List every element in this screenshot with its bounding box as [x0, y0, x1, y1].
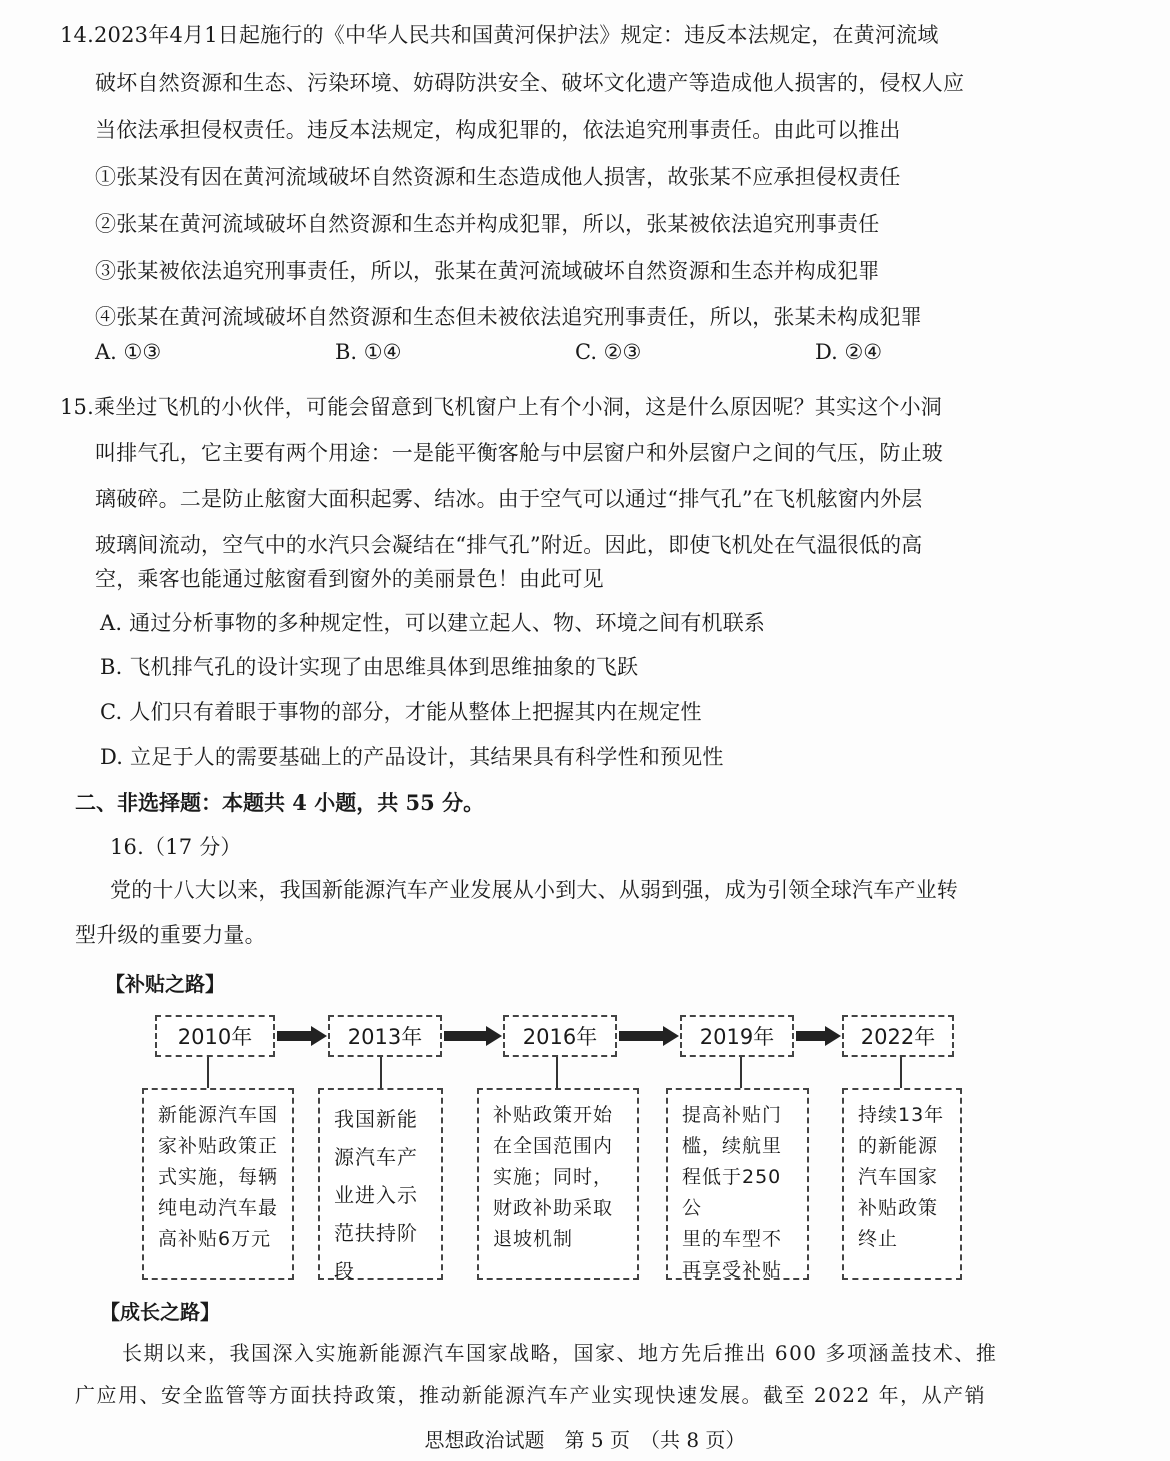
- q15-option-c: C. 人们只有着眼于事物的部分，才能从整体上把握其内在规定性: [100, 700, 702, 724]
- q14-statement-2: ②张某在黄河流域破坏自然资源和生态并构成犯罪，所以，张某被依法追究刑事责任: [95, 212, 880, 236]
- timeline-year-2013: 2013年: [328, 1015, 442, 1057]
- q14-statement-4: ④张某在黄河流域破坏自然资源和生态但未被依法追究刑事责任，所以，张某未构成犯罪: [95, 305, 922, 329]
- timeline-year-2022: 2022年: [842, 1015, 954, 1057]
- q14-option-c: C. ②③: [575, 340, 642, 364]
- q15-stem-line-2: 叫排气孔，它主要有两个用途：一是能平衡客舱与中层窗户和外层窗户之间的气压，防止玻: [95, 441, 943, 465]
- q15-option-b: B. 飞机排气孔的设计实现了由思维具体到思维抽象的飞跃: [100, 655, 639, 679]
- timeline-arrow-3: [619, 1026, 679, 1046]
- timeline-desc-2013: 我国新能 源汽车产 业进入示 范扶持阶 段: [318, 1088, 443, 1280]
- timeline-year-2010: 2010年: [155, 1015, 275, 1057]
- q14-stem-line-3: 当依法承担侵权责任。违反本法规定，构成犯罪的，依法追究刑事责任。由此可以推出: [95, 118, 901, 142]
- connector-2013: [380, 1057, 382, 1088]
- q14-statement-1: ①张某没有因在黄河流域破坏自然资源和生态造成他人损害，故张某不应承担侵权责任: [95, 165, 901, 189]
- timeline-desc-2016: 补贴政策开始 在全国范围内 实施；同时， 财政补助采取 退坡机制: [477, 1088, 639, 1280]
- connector-2019: [740, 1057, 742, 1088]
- q14-option-a: A. ①③: [95, 340, 162, 364]
- q15-option-a: A. 通过分析事物的多种规定性，可以建立起人、物、环境之间有机联系: [100, 611, 766, 635]
- timeline-desc-2019: 提高补贴门 槛，续航里 程低于250公 里的车型不 再享受补贴: [666, 1088, 809, 1280]
- growth-line-2: 广应用、安全监管等方面扶持政策，推动新能源汽车产业实现快速发展。截至 2022 年，从产销: [75, 1383, 987, 1407]
- connector-2010: [207, 1057, 209, 1088]
- page-footer: 思想政治试题 第 5 页 （共 8 页）: [424, 1428, 746, 1452]
- q15-stem-line-1: 15.乘坐过飞机的小伙伴，可能会留意到飞机窗户上有个小洞，这是什么原因呢？其实这个小洞: [60, 395, 942, 419]
- q16-intro-line-1: 党的十八大以来，我国新能源汽车产业发展从小到大、从弱到强，成为引领全球汽车产业转: [110, 878, 958, 902]
- q14-stem-line-2: 破坏自然资源和生态、污染环境、妨碍防洪安全、破坏文化遗产等造成他人损害的，侵权人应: [95, 71, 965, 95]
- timeline-desc-2022: 持续13年 的新能源 汽车国家 补贴政策 终止: [842, 1088, 962, 1280]
- timeline-arrow-1: [277, 1026, 327, 1046]
- connector-2022: [900, 1057, 902, 1088]
- timeline-year-2016: 2016年: [503, 1015, 617, 1057]
- q14-option-d: D. ②④: [815, 340, 883, 364]
- growth-line-1: 长期以来，我国深入实施新能源汽车国家战略，国家、地方先后推出 600 多项涵盖技术、推: [122, 1341, 998, 1365]
- q15-stem-line-5: 空，乘客也能通过舷窗看到窗外的美丽景色！由此可见: [95, 567, 604, 591]
- timeline-arrow-2: [444, 1026, 502, 1046]
- subsidy-heading: 【补贴之路】: [105, 972, 225, 996]
- q15-option-d: D. 立足于人的需要基础上的产品设计，其结果具有科学性和预见性: [100, 745, 724, 769]
- connector-2016: [556, 1057, 558, 1088]
- q14-stem-line-1: 14.2023年4月1日起施行的《中华人民共和国黄河保护法》规定：违反本法规定，在黄河流域: [60, 23, 939, 47]
- timeline-desc-2010: 新能源汽车国 家补贴政策正 式实施，每辆 纯电动汽车最 高补贴6万元: [142, 1088, 294, 1280]
- growth-heading: 【成长之路】: [100, 1300, 220, 1324]
- q15-stem-line-4: 玻璃间流动，空气中的水汽只会凝结在“排气孔”附近。因此，即使飞机处在气温很低的高: [95, 533, 923, 557]
- q16-intro-line-2: 型升级的重要力量。: [75, 923, 266, 947]
- q16-number: 16.（17 分）: [110, 835, 242, 859]
- q14-statement-3: ③张某被依法追究刑事责任，所以，张某在黄河流域破坏自然资源和生态并构成犯罪: [95, 259, 880, 283]
- section-heading: 二、非选择题：本题共 4 小题，共 55 分。: [75, 790, 485, 815]
- timeline-arrow-4: [796, 1026, 841, 1046]
- timeline-year-2019: 2019年: [680, 1015, 794, 1057]
- q14-option-b: B. ①④: [335, 340, 402, 364]
- q14-options: [95, 340, 1095, 370]
- q15-stem-line-3: 璃破碎。二是防止舷窗大面积起雾、结冰。由于空气可以通过“排气孔”在飞机舷窗内外层: [95, 487, 923, 511]
